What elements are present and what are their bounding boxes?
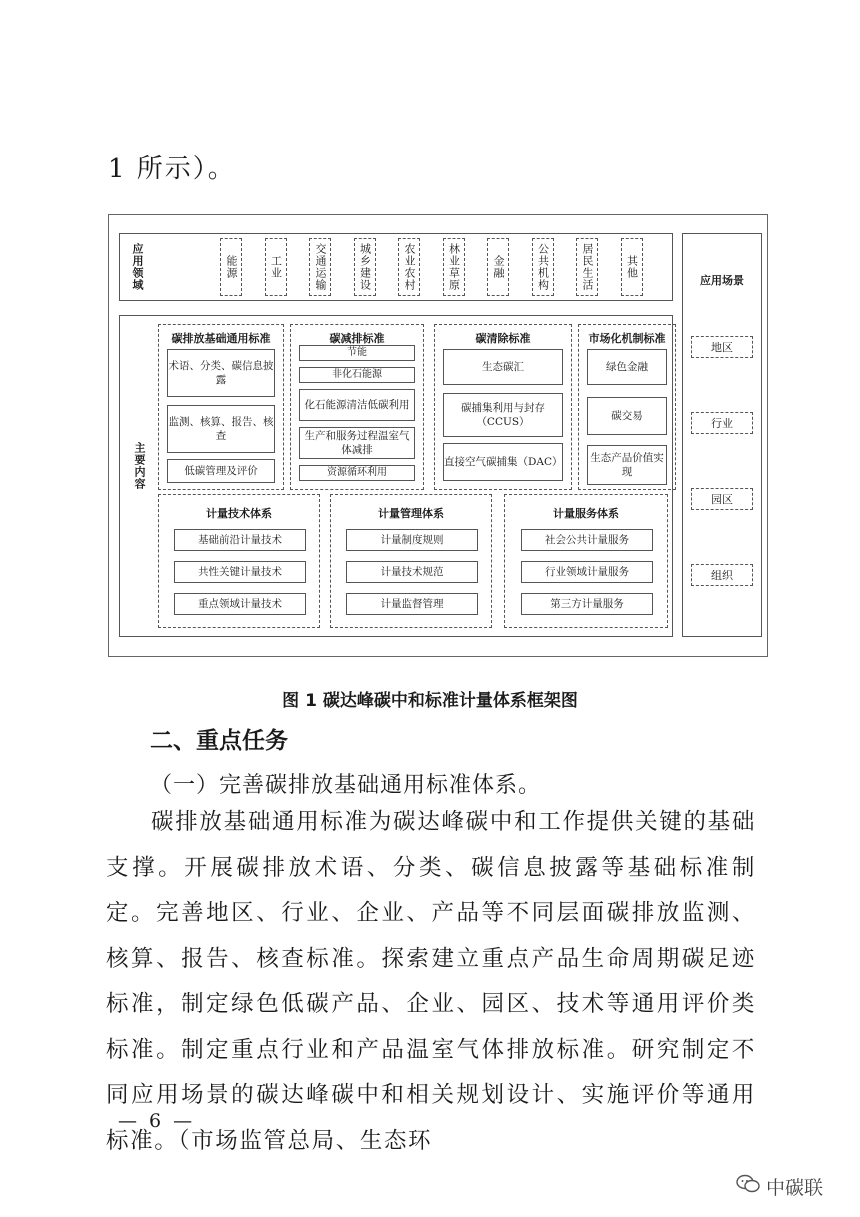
metrology-item: 行业领域计量服务 [521, 561, 653, 583]
watermark-text: 中碳联 [766, 1177, 824, 1199]
metrology-group-title: 计量服务体系 [553, 507, 619, 520]
standard-item: 术语、分类、碳信息披露 [167, 349, 275, 397]
main-content [119, 315, 673, 637]
standard-group [578, 324, 676, 490]
scene-item: 地区 [691, 336, 753, 358]
standard-item: 化石能源清洁低碳利用 [299, 389, 415, 421]
standard-item: 低碳管理及评价 [167, 459, 275, 483]
metrology-item: 计量技术规范 [346, 561, 478, 583]
metrology-item: 社会公共计量服务 [521, 529, 653, 551]
app-domain-item: 其他 [621, 238, 643, 296]
standard-group-title: 市场化机制标准 [588, 332, 666, 345]
standard-item: 生产和服务过程温室气体减排 [299, 427, 415, 459]
standard-group [290, 324, 424, 490]
metrology-item: 计量监督管理 [346, 593, 478, 615]
app-domain-item: 金融 [487, 238, 509, 296]
metrology-item: 第三方计量服务 [521, 593, 653, 615]
metrology-item: 重点领域计量技术 [174, 593, 306, 615]
metrology-group-title: 计量技术体系 [206, 507, 272, 520]
scenes-title: 应用场景 [700, 274, 744, 287]
framework-figure [108, 214, 768, 657]
standard-group-title: 碳减排标准 [329, 332, 385, 345]
standard-item: 直接空气碳捕集（DAC） [443, 443, 563, 481]
app-domain-item: 交通运输 [309, 238, 331, 296]
scene-item: 行业 [691, 412, 753, 434]
subsection-heading: （一）完善碳排放基础通用标准体系。 [150, 773, 542, 798]
section-heading: 二、重点任务 [150, 728, 288, 754]
standard-item: 非化石能源 [299, 367, 415, 383]
scene-item: 组织 [691, 564, 753, 586]
metrology-item: 计量制度规则 [346, 529, 478, 551]
app-domain-label: 应用领域 [131, 243, 144, 291]
watermark [736, 1173, 823, 1200]
standard-item: 监测、核算、报告、核查 [167, 405, 275, 453]
body-paragraph: 碳排放基础通用标准为碳达峰碳中和工作提供关键的基础支撑。开展碳排放术语、分类、碳信息披露等基础标准制定。完善地区、行业、企业、产品等不同层面碳排放监测、核算、报告、核查标准。探索建立重点产品生命周期碳足迹标准，制定绿色低碳产品、企业、园区、技术等通用评价类标准。制定重点行业和产品温室气体排放标准。研究制定不同应用场景的碳达峰碳中和相关规划设计、实施评价等通用标准。（市场监管总局、生态环 [106, 809, 756, 1154]
figure-caption: 图 1 碳达峰碳中和标准计量体系框架图 [282, 691, 578, 711]
app-domain-item: 林业草原 [443, 238, 465, 296]
standard-item: 资源循环利用 [299, 465, 415, 481]
standard-group-title: 碳清除标准 [475, 332, 531, 345]
scenes-column [682, 233, 762, 637]
standard-item: 碳捕集利用与封存（CCUS） [443, 393, 563, 437]
app-domain-item: 能源 [220, 238, 242, 296]
standard-group [434, 324, 572, 490]
metrology-group [330, 494, 492, 628]
main-content-label: 主要内容 [133, 442, 146, 490]
app-domain-item: 工业 [265, 238, 287, 296]
app-domain-item: 农业农村 [398, 238, 420, 296]
app-domain-item: 城乡建设 [354, 238, 376, 296]
metrology-item: 共性关键计量技术 [174, 561, 306, 583]
page-number: — 6 — [118, 1110, 196, 1132]
metrology-group [504, 494, 668, 628]
lead-text: 1 所示）。 [108, 154, 236, 184]
standard-item: 绿色金融 [587, 349, 667, 385]
metrology-item: 基础前沿计量技术 [174, 529, 306, 551]
app-domain-item: 居民生活 [576, 238, 598, 296]
metrology-group [158, 494, 320, 628]
standard-item: 生态产品价值实现 [587, 445, 667, 485]
metrology-group-title: 计量管理体系 [378, 507, 444, 520]
scene-item: 园区 [691, 488, 753, 510]
wechat-icon [736, 1174, 760, 1199]
standard-item: 生态碳汇 [443, 349, 563, 385]
standard-item: 节能 [299, 345, 415, 361]
app-domain-item: 公共机构 [532, 238, 554, 296]
standard-group [158, 324, 284, 490]
standard-item: 碳交易 [587, 397, 667, 435]
app-domain-row [119, 233, 673, 301]
standard-group-title: 碳排放基础通用标准 [171, 332, 271, 345]
